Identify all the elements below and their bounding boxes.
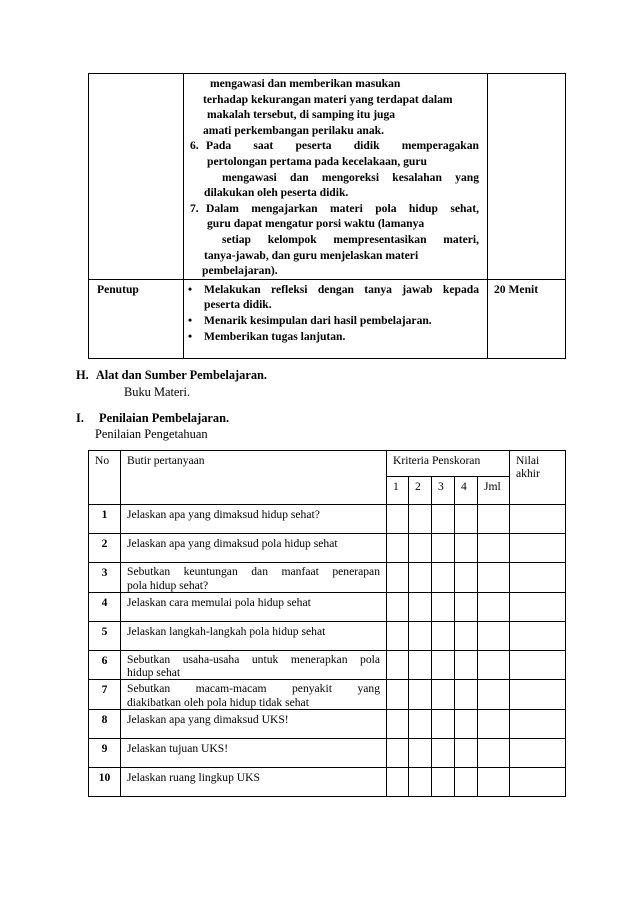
final-cell <box>510 767 566 796</box>
score-cell <box>409 592 432 621</box>
section-i-subtitle: Penilaian Pengetahuan <box>95 427 208 441</box>
activity-penutup-row <box>89 279 566 358</box>
continuation-line: makalah tersebut, di samping itu juga <box>207 108 396 122</box>
step-number: 7. <box>190 201 199 215</box>
score-cell <box>387 738 409 767</box>
score-cell <box>432 563 455 593</box>
header-score-1: 1 <box>387 477 409 505</box>
row-no: 10 <box>89 767 121 796</box>
total-cell <box>478 650 510 680</box>
activity-continuation-row <box>89 74 566 280</box>
score-cell <box>432 709 455 738</box>
score-cell <box>409 534 432 563</box>
step-line: setiap kelompok mempresentasikan materi, <box>222 232 479 246</box>
row-no: 3 <box>89 563 121 593</box>
penutup-time: 20 Menit <box>488 279 566 358</box>
final-cell <box>510 709 566 738</box>
score-cell <box>432 621 455 650</box>
row-no: 5 <box>89 621 121 650</box>
step-line: dilakukan oleh peserta didik. <box>204 186 349 200</box>
score-cell <box>387 505 409 534</box>
table-row <box>89 534 566 563</box>
section-h-heading <box>76 367 267 383</box>
row-no: 4 <box>89 592 121 621</box>
row-no: 7 <box>89 680 121 710</box>
bullet-icon: • <box>188 282 193 296</box>
table-row <box>89 767 566 796</box>
score-cell <box>455 709 478 738</box>
score-cell <box>455 738 478 767</box>
total-cell <box>478 534 510 563</box>
score-cell <box>387 767 409 796</box>
table-row <box>89 650 566 680</box>
score-cell <box>387 680 409 710</box>
row-question: Sebutkan macam-macam penyakit yang diakibatkan oleh pola hidup tidak sehat <box>121 680 387 710</box>
continuation-line: amati perkembangan perilaku anak. <box>203 123 385 137</box>
row-no: 6 <box>89 650 121 680</box>
final-cell <box>510 563 566 593</box>
total-cell <box>478 709 510 738</box>
list-item: • Memberikan tugas lanjutan. <box>188 329 346 343</box>
score-cell <box>409 650 432 680</box>
list-item: • Melakukan refleksi dengan tanya jawab kepada peserta didik. <box>188 282 479 312</box>
bullet-icon: • <box>188 313 193 327</box>
score-cell <box>409 680 432 710</box>
score-cell <box>432 534 455 563</box>
step-line: Dalam mengajarkan materi pola hidup sehat, <box>206 201 479 215</box>
step-line: Pada saat peserta didik memperagakan <box>206 139 479 153</box>
score-cell <box>455 534 478 563</box>
score-cell <box>387 621 409 650</box>
score-cell <box>455 650 478 680</box>
score-cell <box>432 738 455 767</box>
row-question: Jelaskan tujuan UKS! <box>121 738 387 767</box>
row-question: Jelaskan apa yang dimaksud UKS! <box>121 709 387 738</box>
header-score-total: Jml <box>478 477 510 505</box>
row-no: 8 <box>89 709 121 738</box>
header-score-3: 3 <box>432 477 455 505</box>
score-cell <box>432 680 455 710</box>
table-row <box>89 592 566 621</box>
header-criteria: Kriteria Penskoran <box>387 451 510 477</box>
score-cell <box>409 621 432 650</box>
step-line: tanya-jawab, dan guru menjelaskan materi <box>204 248 419 262</box>
continuation-line: terhadap kekurangan materi yang terdapat dalam <box>203 92 453 106</box>
table-row <box>89 680 566 710</box>
table-row <box>89 709 566 738</box>
score-cell <box>432 650 455 680</box>
score-cell <box>432 505 455 534</box>
row-question: Jelaskan cara memulai pola hidup sehat <box>121 592 387 621</box>
score-cell <box>387 650 409 680</box>
continuation-line: mengawasi dan memberikan masukan <box>210 77 401 90</box>
total-cell <box>478 621 510 650</box>
score-cell <box>432 592 455 621</box>
step-number: 6. <box>190 139 199 153</box>
step-line: pertolongan pertama pada kecelakaan, guru <box>207 154 427 168</box>
penutup-list <box>188 282 479 344</box>
row-question: Jelaskan apa yang dimaksud pola hidup sehat <box>121 534 387 563</box>
step-7 <box>184 201 479 279</box>
total-cell <box>478 505 510 534</box>
final-cell <box>510 621 566 650</box>
score-cell <box>409 505 432 534</box>
activity-empty-label-cell <box>89 74 184 280</box>
row-no: 9 <box>89 738 121 767</box>
bullet-icon: • <box>188 329 193 343</box>
total-cell <box>478 592 510 621</box>
activity-steps-cell <box>184 74 488 280</box>
final-cell <box>510 738 566 767</box>
step-line: mengawasi dan mengoreksi kesalahan yang <box>222 170 479 184</box>
step-line: guru dapat mengatur porsi waktu (lamanya <box>207 217 425 231</box>
table-row <box>89 563 566 593</box>
row-question: Jelaskan ruang lingkup UKS <box>121 767 387 796</box>
score-cell <box>455 621 478 650</box>
row-question: Sebutkan keuntungan dan manfaat penerapan pola hidup sehat? <box>121 563 387 593</box>
score-cell <box>409 738 432 767</box>
penutup-label: Penutup <box>89 279 184 358</box>
score-cell <box>387 534 409 563</box>
row-question: Sebutkan usaha-usaha untuk menerapkan pola hidup sehat <box>121 650 387 680</box>
score-cell <box>455 563 478 593</box>
table-row <box>89 621 566 650</box>
assessment-table <box>88 450 566 797</box>
score-cell <box>387 709 409 738</box>
step-line: pembelajaran). <box>202 264 278 278</box>
section-h-title: Alat dan Sumber Pembelajaran. <box>95 368 268 382</box>
row-question: Jelaskan apa yang dimaksud hidup sehat? <box>121 505 387 534</box>
header-question: Butir pertanyaan <box>121 451 387 505</box>
total-cell <box>478 767 510 796</box>
score-cell <box>455 680 478 710</box>
section-i-label: I. <box>76 411 84 425</box>
section-i-heading <box>76 410 229 426</box>
list-item: • Menarik kesimpulan dari hasil pembelajaran. <box>188 313 432 327</box>
header-score-2: 2 <box>409 477 432 505</box>
section-h-content: Buku Materi. <box>124 385 191 399</box>
final-cell <box>510 650 566 680</box>
final-cell <box>510 592 566 621</box>
header-final: Nilai akhir <box>510 451 566 505</box>
score-cell <box>409 563 432 593</box>
total-cell <box>478 563 510 593</box>
penutup-steps-cell <box>184 279 488 358</box>
activity-empty-time-cell <box>488 74 566 280</box>
score-cell <box>455 505 478 534</box>
row-no: 2 <box>89 534 121 563</box>
section-h-label: H. <box>76 368 89 382</box>
score-cell <box>455 592 478 621</box>
score-cell <box>432 767 455 796</box>
total-cell <box>478 680 510 710</box>
score-cell <box>387 592 409 621</box>
activity-table <box>88 73 566 359</box>
row-question: Jelaskan langkah-langkah pola hidup sehat <box>121 621 387 650</box>
table-row <box>89 505 566 534</box>
final-cell <box>510 505 566 534</box>
score-cell <box>455 767 478 796</box>
score-cell <box>409 709 432 738</box>
section-i-title: Penilaian Pembelajaran. <box>99 411 230 425</box>
total-cell <box>478 738 510 767</box>
step-6 <box>184 138 479 200</box>
row-no: 1 <box>89 505 121 534</box>
header-no: No <box>89 451 121 505</box>
table-row <box>89 738 566 767</box>
header-score-4: 4 <box>455 477 478 505</box>
score-cell <box>387 563 409 593</box>
final-cell <box>510 534 566 563</box>
final-cell <box>510 680 566 710</box>
score-cell <box>409 767 432 796</box>
